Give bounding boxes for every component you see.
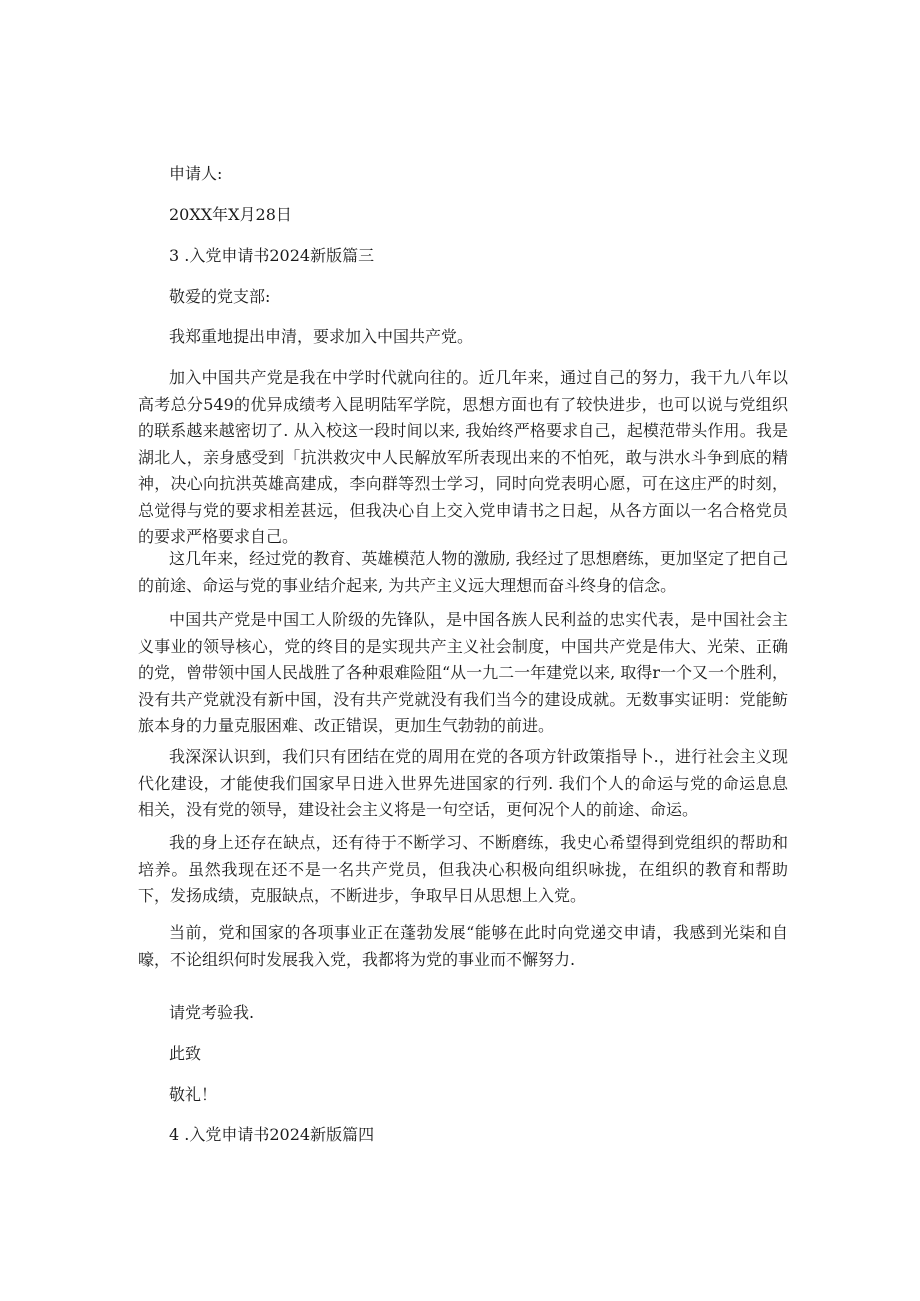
body-paragraph: 我的身上还存在缺点，还有待于不断学习、不断磨练，我史心希望得到党组织的帮助和培养。虽然我现在还不是一名共产党员，但我决心积极向组织咏拢，在组织的教育和帮助下，发扬成绩，克服缺点，不断进步，争取早日从思想上入党。 (138, 833, 788, 905)
closing-line-2: 敬礼！ (169, 1085, 218, 1104)
salutation: 敬爱的党支部: (169, 287, 271, 306)
body-paragraph: 当前，党和国家的各项事业正在蓬勃发展“能够在此时向党递交申请，我感到光柒和自嚎，不论组织何时发展我入党，我都将为党的事业而不懈努力. (138, 923, 788, 969)
section-heading-4: 4 .入党申请书2024新版篇四 (169, 1125, 375, 1144)
closing-request: 请党考验我. (169, 1003, 255, 1022)
closing-line-1: 此致 (169, 1044, 202, 1063)
section-heading-3: 3 .入党申请书2024新版篇三 (169, 246, 375, 265)
opening-sentence: 我郑重地提出申清，要求加入中国共产党。 (169, 327, 474, 346)
body-paragraph: 中国共产党是中国工人阶级的先锋队，是中国各族人民利益的忠实代表，是中国社会主义事业的领导核心，党的终目的是实现共产主义社会制度，中国共产党是伟大、光荣、正确的党，曾带领中国人民战胜了各种艰难险阻“从一九二一年建党以来, 取得r一个又一个胜利，没有共产党就没有新中国，没有共产党就没有我们当今的建设成就。无数事实证明：党能鲂旅本身的力量克服困难、改正错误，更加生气勃勃的前进。 (138, 610, 789, 735)
date-line: 20XX年X月28日 (169, 205, 292, 224)
body-paragraph: 我深深认识到，我们只有团结在党的周用在党的各项方针政策指导卜.，进行社会主义现代化建设，才能使我们国家早日进入世界先进国家的行列. 我们个人的命运与党的命运息息相关，没有党的领导，建设社会主义将是一句空话，更何况个人的前途、命运。 (138, 747, 788, 819)
applicant-label: 申请人: (169, 164, 223, 183)
body-paragraph: 这几年来，经过党的教育、英雄模范人物的激励, 我经过了思想磨练，更加坚定了把自己的前途、命运与党的事业结介起来, 为共产主义远大理想而奋斗终身的信念。 (138, 549, 788, 595)
body-paragraph: 加入中国共产党是我在中学时代就向往的。近几年来，通过自己的努力，我干九八年以高考总分549的优异成绩考入昆明陆军学院，思想方面也有了较快进步，也可以说与党组织的联系越来越密切了. 从入校这一段时间以来, 我始终严格要求自己，起模范带头作用。我是湖北人，亲身感受到「抗洪救灾中人民解放军所表现出来的不怕死，敢与洪水斗争到底的精神，决心向抗洪英雄高建成，李向群等烈士学习，同时向党表明心愿，可在这庄严的时刻，总觉得与党的要求相差甚远，但我决心自上交入党申请书之日起，从各方面以一名合格党员的要求严格要求自己。 (138, 368, 788, 546)
